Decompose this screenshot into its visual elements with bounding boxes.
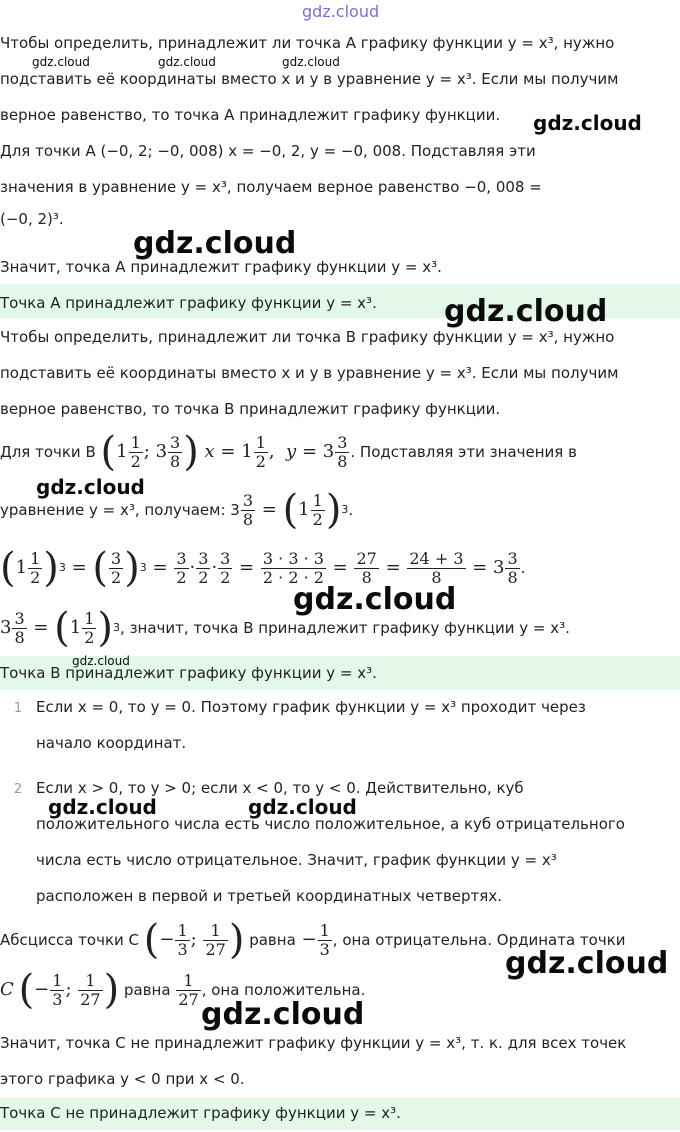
math-text: равна — [124, 980, 171, 999]
paragraph-line: верное равенство, то точка A принадлежит графику функции. — [0, 106, 501, 124]
math-text: Абсцисса точки C — [0, 930, 139, 949]
paragraph-line: Значит, точка C не принадлежит графику функции y = x³, т. к. для всех точек — [0, 1034, 627, 1052]
paragraph-line: подставить её координаты вместо x и y в уравнение y = x³. Если мы получим — [0, 70, 619, 88]
list-item: 2 Если x > 0, то y > 0; если x < 0, то y < 0. Действительно, куб — [13, 779, 524, 797]
watermark: gdz.cloud — [133, 226, 297, 261]
watermark: gdz.cloud — [248, 795, 357, 819]
paragraph-line: Для точки A (−0, 2; −0, 008) x = −0, 2, y = −0, 008. Подставляя эти — [0, 142, 536, 160]
math-line: ( 1 $\frac{1}{2}$ ) 3 = ( $\frac{3}{2}$ ) 3 = $\frac{3}{2}$ · $\frac{3}{2}$ · $\frac{3}{2}$ = $\frac{3 \cdot 3 \cdot 3}{2 \cdot 2 \cdot 2}$ = $\frac{27}{8}$ = $\frac{24 + 3}{8}$ = 3 $\frac{3}{8}$ . — [0, 545, 526, 591]
math-text: , значит, точка B принадлежит графику функции y = x³. — [120, 618, 570, 637]
paragraph-line: значения в уравнение y = x³, получаем верное равенство −0, 008 = — [0, 178, 542, 196]
paragraph-line: подставить её координаты вместо x и y в уравнение y = x³. Если мы получим — [0, 364, 619, 382]
list-item-line: расположен в первой и третьей координатных четвертях. — [36, 887, 502, 905]
math-line: Для точки B ( 1 $\frac{1}{2}$ ; 3 $\frac{3}{8}$ ) x = 1 $\frac{1}{2}$ , y = 3 $\frac{3}{8}$ . Подставляя эти значения в — [0, 429, 577, 475]
math-line: 3 $\frac{3}{8}$ = ( 1 $\frac{1}{2}$ ) 3 , значит, точка B принадлежит графику функции y = x³. — [0, 605, 570, 651]
answer-text: Точка A принадлежит графику функции y = x³. — [0, 294, 377, 312]
answer-text: Точка B принадлежит графику функции y = x³. — [0, 664, 377, 682]
watermark: gdz.cloud — [72, 654, 130, 668]
watermark: gdz.cloud — [444, 294, 608, 329]
math-text: . Подставляя эти значения в — [350, 442, 577, 461]
list-item-line: начало координат. — [36, 734, 187, 752]
paragraph-line: (−0, 2)³. — [0, 210, 64, 228]
paragraph-line: Чтобы определить, принадлежит ли точка B графику функции y = x³, нужно — [0, 328, 615, 346]
paragraph-line: верное равенство, то точка B принадлежит графику функции. — [0, 400, 501, 418]
watermark: gdz.cloud — [282, 55, 340, 69]
paragraph-line: этого графика y < 0 при x < 0. — [0, 1070, 245, 1088]
watermark: gdz.cloud — [32, 55, 90, 69]
paragraph-line: Значит, точка A принадлежит графику функции y = x³. — [0, 258, 442, 276]
watermark: gdz.cloud — [158, 55, 216, 69]
watermark: gdz.cloud — [293, 582, 457, 617]
watermark: gdz.cloud — [302, 2, 380, 21]
list-item: 1 Если x = 0, то y = 0. Поэтому график функции y = x³ проходит через — [13, 698, 586, 716]
watermark: gdz.cloud — [533, 111, 642, 135]
watermark: gdz.cloud — [48, 795, 157, 819]
math-text: уравнение y = x³, получаем: 3 — [0, 500, 240, 519]
watermark: gdz.cloud — [505, 946, 669, 981]
list-item-line: числа есть число отрицательное. Значит, график функции y = x³ — [36, 851, 557, 869]
math-text: , она отрицательна. Ордината точки — [332, 930, 626, 949]
math-line: уравнение y = x³, получаем: 3 $\frac{3}{8}$ = ( 1 $\frac{1}{2}$ ) 3 . — [0, 487, 354, 533]
math-line: C ( − $\frac{1}{3}$ ; $\frac{1}{27}$ ) равна $\frac{1}{27}$ , она положительна. — [0, 967, 366, 1013]
paragraph-line: Чтобы определить, принадлежит ли точка A графику функции y = x³, нужно — [0, 34, 615, 52]
list-item-line: положительного числа есть число положительное, а куб отрицательного — [36, 815, 625, 833]
watermark: gdz.cloud — [36, 475, 145, 499]
watermark: gdz.cloud — [201, 997, 365, 1032]
math-text: равна — [249, 930, 296, 949]
answer-text: Точка C не принадлежит графику функции y = x³. — [0, 1104, 401, 1122]
math-line: Абсцисса точки C ( − $\frac{1}{3}$ ; $\frac{1}{27}$ ) равна − $\frac{1}{3}$ , она отрицательна. Ордината точки — [0, 917, 626, 963]
math-text: Для точки B — [0, 442, 96, 461]
math-text: , она положительна. — [201, 980, 366, 999]
